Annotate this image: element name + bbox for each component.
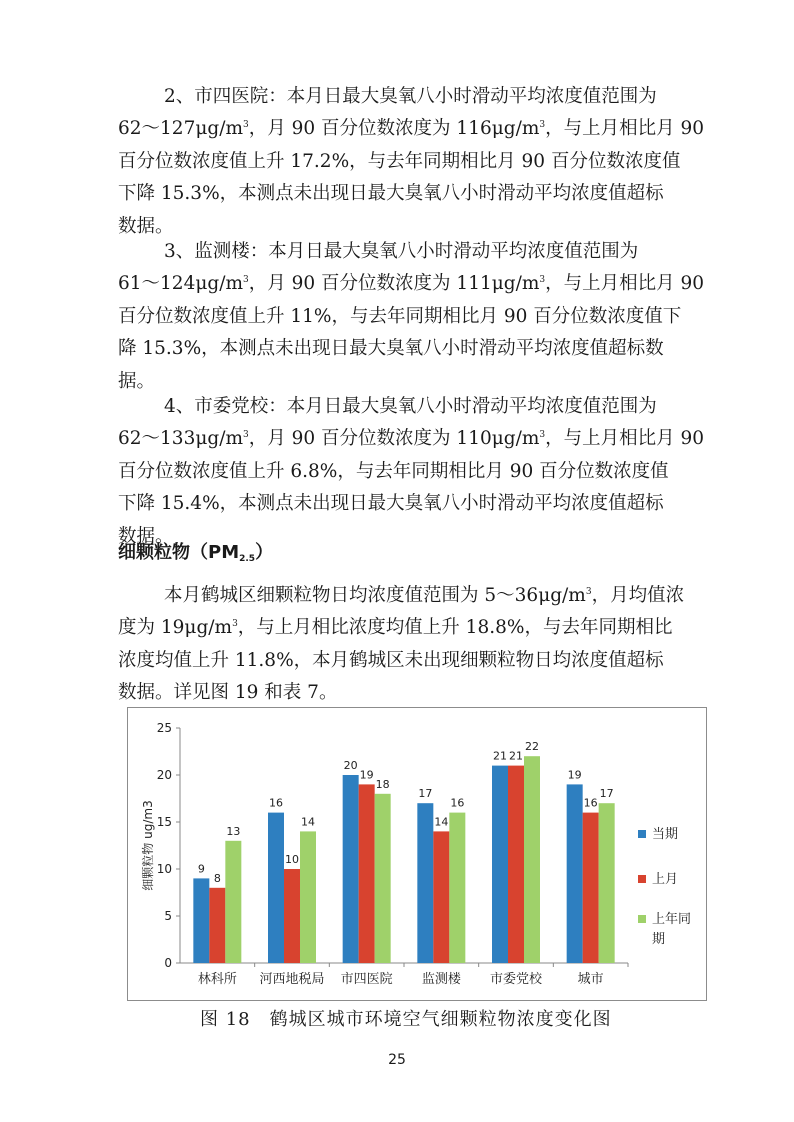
text-line [118, 423, 705, 455]
bar-last-year [300, 831, 316, 963]
text-segment: 3、监测楼：本月日最大臭氧八小时滑动平均浓度值范围为 [164, 241, 639, 262]
text-segment: ，月均值浓 [591, 585, 685, 606]
text-segment: 据。 [118, 370, 156, 392]
heading-close: ） [255, 542, 274, 563]
text-line [118, 677, 678, 709]
text-line [118, 612, 678, 644]
bar-current [268, 813, 284, 963]
text-segment: ，月 90 百分位数浓度为 110μg/m [248, 428, 540, 450]
text-line [118, 236, 678, 268]
text-line [118, 146, 681, 178]
y-tick-label: 0 [164, 956, 172, 970]
chart-frame [127, 707, 707, 1001]
text-segment: 下降 15.3%，本测点未出现日最大臭氧八小时滑动平均浓度值超标 [118, 183, 664, 205]
paragraph-party-school [118, 391, 705, 553]
y-tick-label: 25 [156, 721, 172, 735]
text-line [118, 113, 705, 145]
data-label: 16 [269, 796, 283, 810]
x-category-label: 河西地税局 [259, 972, 325, 987]
section-heading-pm25 [118, 538, 273, 564]
text-line [118, 333, 678, 365]
data-label: 21 [509, 749, 523, 763]
x-category-label: 市委党校 [489, 972, 543, 987]
text-line [118, 645, 678, 677]
data-label: 9 [197, 862, 205, 876]
y-axis-label: 细颗粒物 ug/m3 [141, 800, 155, 891]
bar-last-year [599, 803, 615, 963]
text-segment: 下降 15.4%，本测点未出现日最大臭氧八小时滑动平均浓度值超标 [118, 493, 664, 515]
data-label: 19 [359, 768, 374, 782]
text-line [118, 488, 678, 520]
text-segment: ，月 90 百分位数浓度为 116μg/m [248, 118, 540, 140]
data-label: 17 [599, 787, 614, 801]
data-label: 20 [343, 759, 358, 772]
paragraph-pm25-summary [118, 580, 685, 710]
text-segment: 数据。 [118, 215, 174, 237]
bar-current [567, 784, 583, 963]
y-tick-label: 20 [156, 768, 172, 782]
figure-caption: 图 18 鹤城区城市环境空气细颗粒物浓度变化图 [200, 1009, 612, 1030]
data-label: 22 [525, 740, 539, 754]
text-segment: 数据。详见图 19 和表 7。 [118, 682, 338, 704]
data-label: 18 [375, 777, 390, 791]
text-segment: ，月 90 百分位数浓度为 111μg/m [248, 273, 540, 295]
text-segment: 62～127μg/m [118, 118, 243, 140]
text-segment: 62～133μg/m [118, 428, 243, 450]
data-label: 14 [301, 815, 315, 829]
x-category-label: 城市 [577, 972, 604, 987]
text-segment: 61～124μg/m [118, 273, 243, 295]
bar-last-year [524, 756, 540, 963]
text-line [118, 301, 682, 333]
heading-subscript: 2.5 [239, 554, 256, 564]
text-segment: 浓度均值上升 11.8%，本月鹤城区未出现细颗粒物日均浓度值超标 [118, 649, 664, 671]
bar-last-month [508, 766, 524, 963]
text-segment: 数据。 [118, 525, 174, 547]
superscript: 3 [539, 275, 546, 286]
paragraph-city-hospital [118, 81, 705, 243]
legend-swatch [638, 875, 646, 883]
text-line [118, 268, 705, 300]
text-line [118, 580, 685, 612]
bar-current [492, 766, 508, 963]
text-segment: ，与上月相比浓度均值上升 18.8%，与去年同期相比 [237, 617, 673, 639]
y-tick-label: 5 [164, 909, 172, 923]
legend-swatch [638, 830, 646, 838]
page-number: 25 [388, 1052, 406, 1068]
bar-last-month [433, 831, 449, 963]
text-segment: 百分位数浓度值上升 6.8%，与去年同期相比月 90 百分位数浓度值 [118, 460, 669, 482]
data-label: 14 [434, 815, 449, 829]
bar-current [417, 803, 433, 963]
text-line [118, 81, 678, 113]
text-segment: 百分位数浓度值上升 17.2%，与去年同期相比月 90 百分位数浓度值 [118, 150, 681, 172]
bar-current [193, 878, 209, 963]
text-line [118, 391, 678, 423]
paragraph-monitoring-building [118, 236, 705, 398]
text-segment: 降 15.3%，本测点未出现日最大臭氧八小时滑动平均浓度值超标数 [118, 338, 664, 360]
legend-label: 上年同 [652, 912, 692, 927]
bar-current [343, 775, 359, 963]
text-segment: 度为 19μg/m [118, 617, 233, 639]
pm25-bar-chart [128, 708, 706, 1000]
legend-label: 上月 [652, 872, 679, 887]
text-segment: 2、市四医院：本月日最大臭氧八小时滑动平均浓度值范围为 [164, 86, 657, 107]
text-segment: ，与上月相比月 90 [545, 118, 705, 140]
data-label: 10 [285, 853, 299, 866]
text-segment: ，与上月相比月 90 [545, 428, 705, 450]
legend-swatch [638, 915, 646, 923]
data-label: 16 [450, 796, 465, 810]
text-line [118, 456, 678, 488]
data-label: 8 [213, 871, 221, 885]
superscript: 3 [232, 619, 238, 630]
legend-label: 期 [652, 932, 666, 947]
data-label: 19 [567, 768, 582, 782]
x-category-label: 市四医院 [340, 972, 393, 987]
superscript: 3 [243, 430, 249, 441]
legend-label: 当期 [652, 827, 679, 842]
superscript: 3 [585, 587, 592, 597]
y-tick-label: 10 [156, 862, 172, 876]
superscript: 3 [539, 430, 546, 441]
data-label: 17 [418, 787, 433, 801]
bar-last-month [359, 784, 375, 963]
y-tick-label: 15 [156, 815, 172, 829]
x-category-label: 林科所 [197, 972, 237, 987]
data-label: 21 [493, 749, 507, 763]
text-segment: ，与上月相比月 90 [545, 273, 705, 295]
text-segment: 本月鹤城区细颗粒物日均浓度值范围为 5～36μg/m [164, 585, 586, 606]
bar-last-year [225, 841, 241, 963]
bar-last-year [449, 813, 465, 963]
superscript: 3 [539, 120, 546, 131]
bar-last-month [583, 813, 599, 963]
x-category-label: 监测楼 [421, 972, 461, 987]
text-segment: 4、市委党校：本月日最大臭氧八小时滑动平均浓度值范围为 [164, 396, 657, 417]
text-line [118, 178, 678, 210]
heading-text: 细颗粒物（PM [118, 542, 240, 563]
text-segment: 百分位数浓度值上升 11%，与去年同期相比月 90 百分位数浓度值下 [118, 305, 682, 327]
superscript: 3 [243, 275, 249, 286]
data-label: 13 [226, 824, 241, 838]
bar-last-month [209, 888, 225, 963]
bar-last-year [375, 794, 391, 963]
superscript: 3 [243, 120, 249, 131]
bar-last-month [284, 869, 300, 963]
data-label: 16 [583, 796, 598, 810]
